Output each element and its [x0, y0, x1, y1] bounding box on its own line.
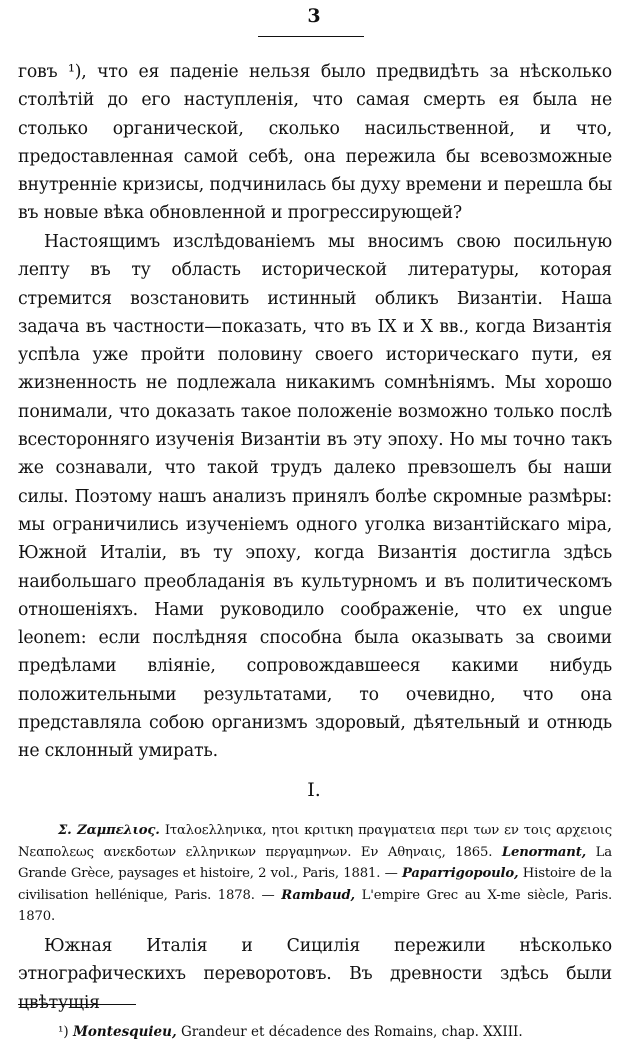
bib-author: Paparrigopoulo,	[401, 866, 519, 881]
bib-text: Ιταλοελληνικα, ητοι κριτικη πραγματεια περι των εν τοις αρχειοις Νεαπολεως ανεκδοτων ελληνικων περγαμηνων. Εν Αθηναις, 1865.	[18, 823, 612, 860]
header-rule	[258, 36, 364, 37]
footnote-rule	[18, 1004, 136, 1005]
paragraph-text: Южная Италія и Сицилія пережили нѣсколько этнографическихъ переворотовъ. Въ древности здѣсь были цвѣтущія	[18, 936, 612, 1013]
paragraph-research-aim	[18, 228, 612, 766]
footnote-text: Grandeur et décadence des Romains, chap. XXIII.	[176, 1024, 523, 1040]
paragraph-text: Настоящимъ изслѣдованіемъ мы вносимъ свою посильную лепту въ ту область исторической литературы, которая стремится возстановить истинный обликъ Византіи. Наша задача въ частности—показать, что въ IX и X вв., когда Византія успѣла уже пройти половину своего историческаго пути, ея жизненность не подлежала никакимъ сомнѣніямъ. Мы хорошо понимали, что доказать такое положеніе возможно только послѣ всесторонняго изученія Византіи въ эту эпоху. Но мы точно такъ же сознавали, что такой трудъ далеко превзошелъ бы наши силы. Поэтому нашъ анализъ принялъ болѣе скромные размѣры: мы ограничились изученіемъ одного уголка византійскаго міра, Южной Италіи, въ ту эпоху, когда Византія достигла здѣсь наибольшаго преобладанія въ культурномъ и въ политическомъ отношеніяхъ. Нами руководило соображеніе, что ex ungue leonem: если послѣдняя способна была оказывать за своими предѣлами вліяніе, сопровождавшееся какими нибудь положительными результатами, то очевидно, что она представляла собою организмъ здоровый, дѣятельный и отнюдь не склонный умирать.	[18, 232, 612, 762]
section-heading: I.	[307, 779, 321, 801]
footnote	[18, 1022, 612, 1042]
bib-text: La Grande Grèce, paysages et histoire, 2 vol., Paris, 1881. —	[18, 844, 612, 881]
footnote-author: Montesquieu,	[72, 1024, 177, 1040]
bib-author: Lenormant,	[501, 844, 587, 860]
footnote-marker: ¹)	[58, 1024, 69, 1040]
page-number: 3	[307, 5, 321, 27]
paragraph-text: говъ ¹), что ея паденіе нельзя было предвидѣть за нѣсколько столѣтій до его наступленія, что самая смерть ея была не столько органической, сколько насильственной, и что, предоставленная самой себѣ, она пережила бы всевозможные внутренніе кризисы, подчинилась бы духу времени и перешла бы въ новые вѣка обновленной и прогрессирующей?	[18, 62, 612, 224]
bib-text: L'empire Grec au X-me siècle, Paris. 1870.	[18, 887, 612, 924]
bib-author: Rambaud,	[281, 887, 355, 903]
bibliography-note	[18, 820, 612, 928]
bib-text: Histoire de la civilisation hellénique, Paris. 1878. —	[18, 866, 613, 903]
paragraph-continuation	[18, 58, 612, 228]
bib-author: Σ. Ζαμπελιος.	[58, 823, 160, 838]
